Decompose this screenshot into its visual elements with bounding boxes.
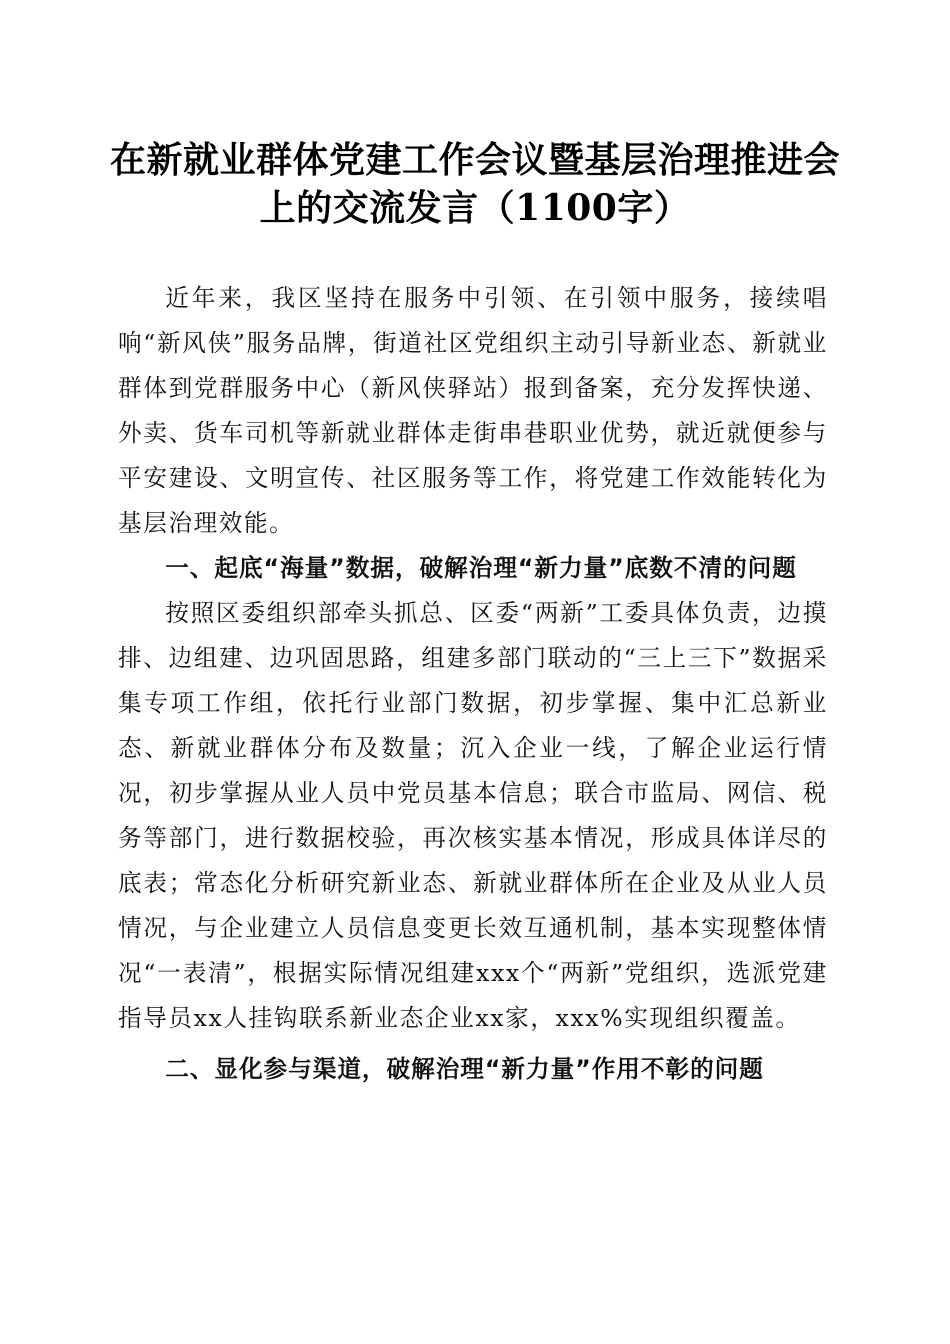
- document-body: [118, 276, 828, 1092]
- section-2-heading: 二、显化参与渠道，破解治理“新力量”作用不彰的问题: [165, 1055, 764, 1083]
- section-1-heading: 一、起底“海量”数据，破解治理“新力量”底数不清的问题: [165, 554, 797, 582]
- title-line-1: 在新就业群体党建工作会议暨基层治理推进会: [109, 139, 840, 181]
- intro-paragraph: 近年来，我区坚持在服务中引领、在引领中服务，接续唱响“新风侠”服务品牌，街道社区党组织主动引导新业态、新就业群体到党群服务中心（新风侠驿站）报到备案，充分发挥快递、外卖、货车司机等新就业群体走街串巷职业优势，就近就便参与平安建设、文明宣传、社区服务等工作，将党建工作效能转化为基层治理效能。: [118, 284, 828, 537]
- section-1-paragraph: 按照区委组织部牵头抓总、区委“两新”工委具体负责，边摸排、边组建、边巩固思路，组建多部门联动的“三上三下”数据采集专项工作组，依托行业部门数据，初步掌握、集中汇总新业态、新就业群体分布及数量；沉入企业一线，了解企业运行情况，初步掌握从业人员中党员基本信息；联合市监局、网信、税务等部门，进行数据校验，再次核实基本情况，形成具体详尽的底表；常态化分析研究新业态、新就业群体所在企业及从业人员情况，与企业建立人员信息变更长效互通机制，基本实现整体情况“一表清”，根据实际情况组建xxx个“两新”党组织，选派党建指导员xx人挂钩联系新业态企业xx家，xxx%实现组织覆盖。: [118, 599, 828, 1032]
- document-title: [100, 136, 850, 232]
- title-line-2: 上的交流发言（1100字）: [259, 187, 691, 229]
